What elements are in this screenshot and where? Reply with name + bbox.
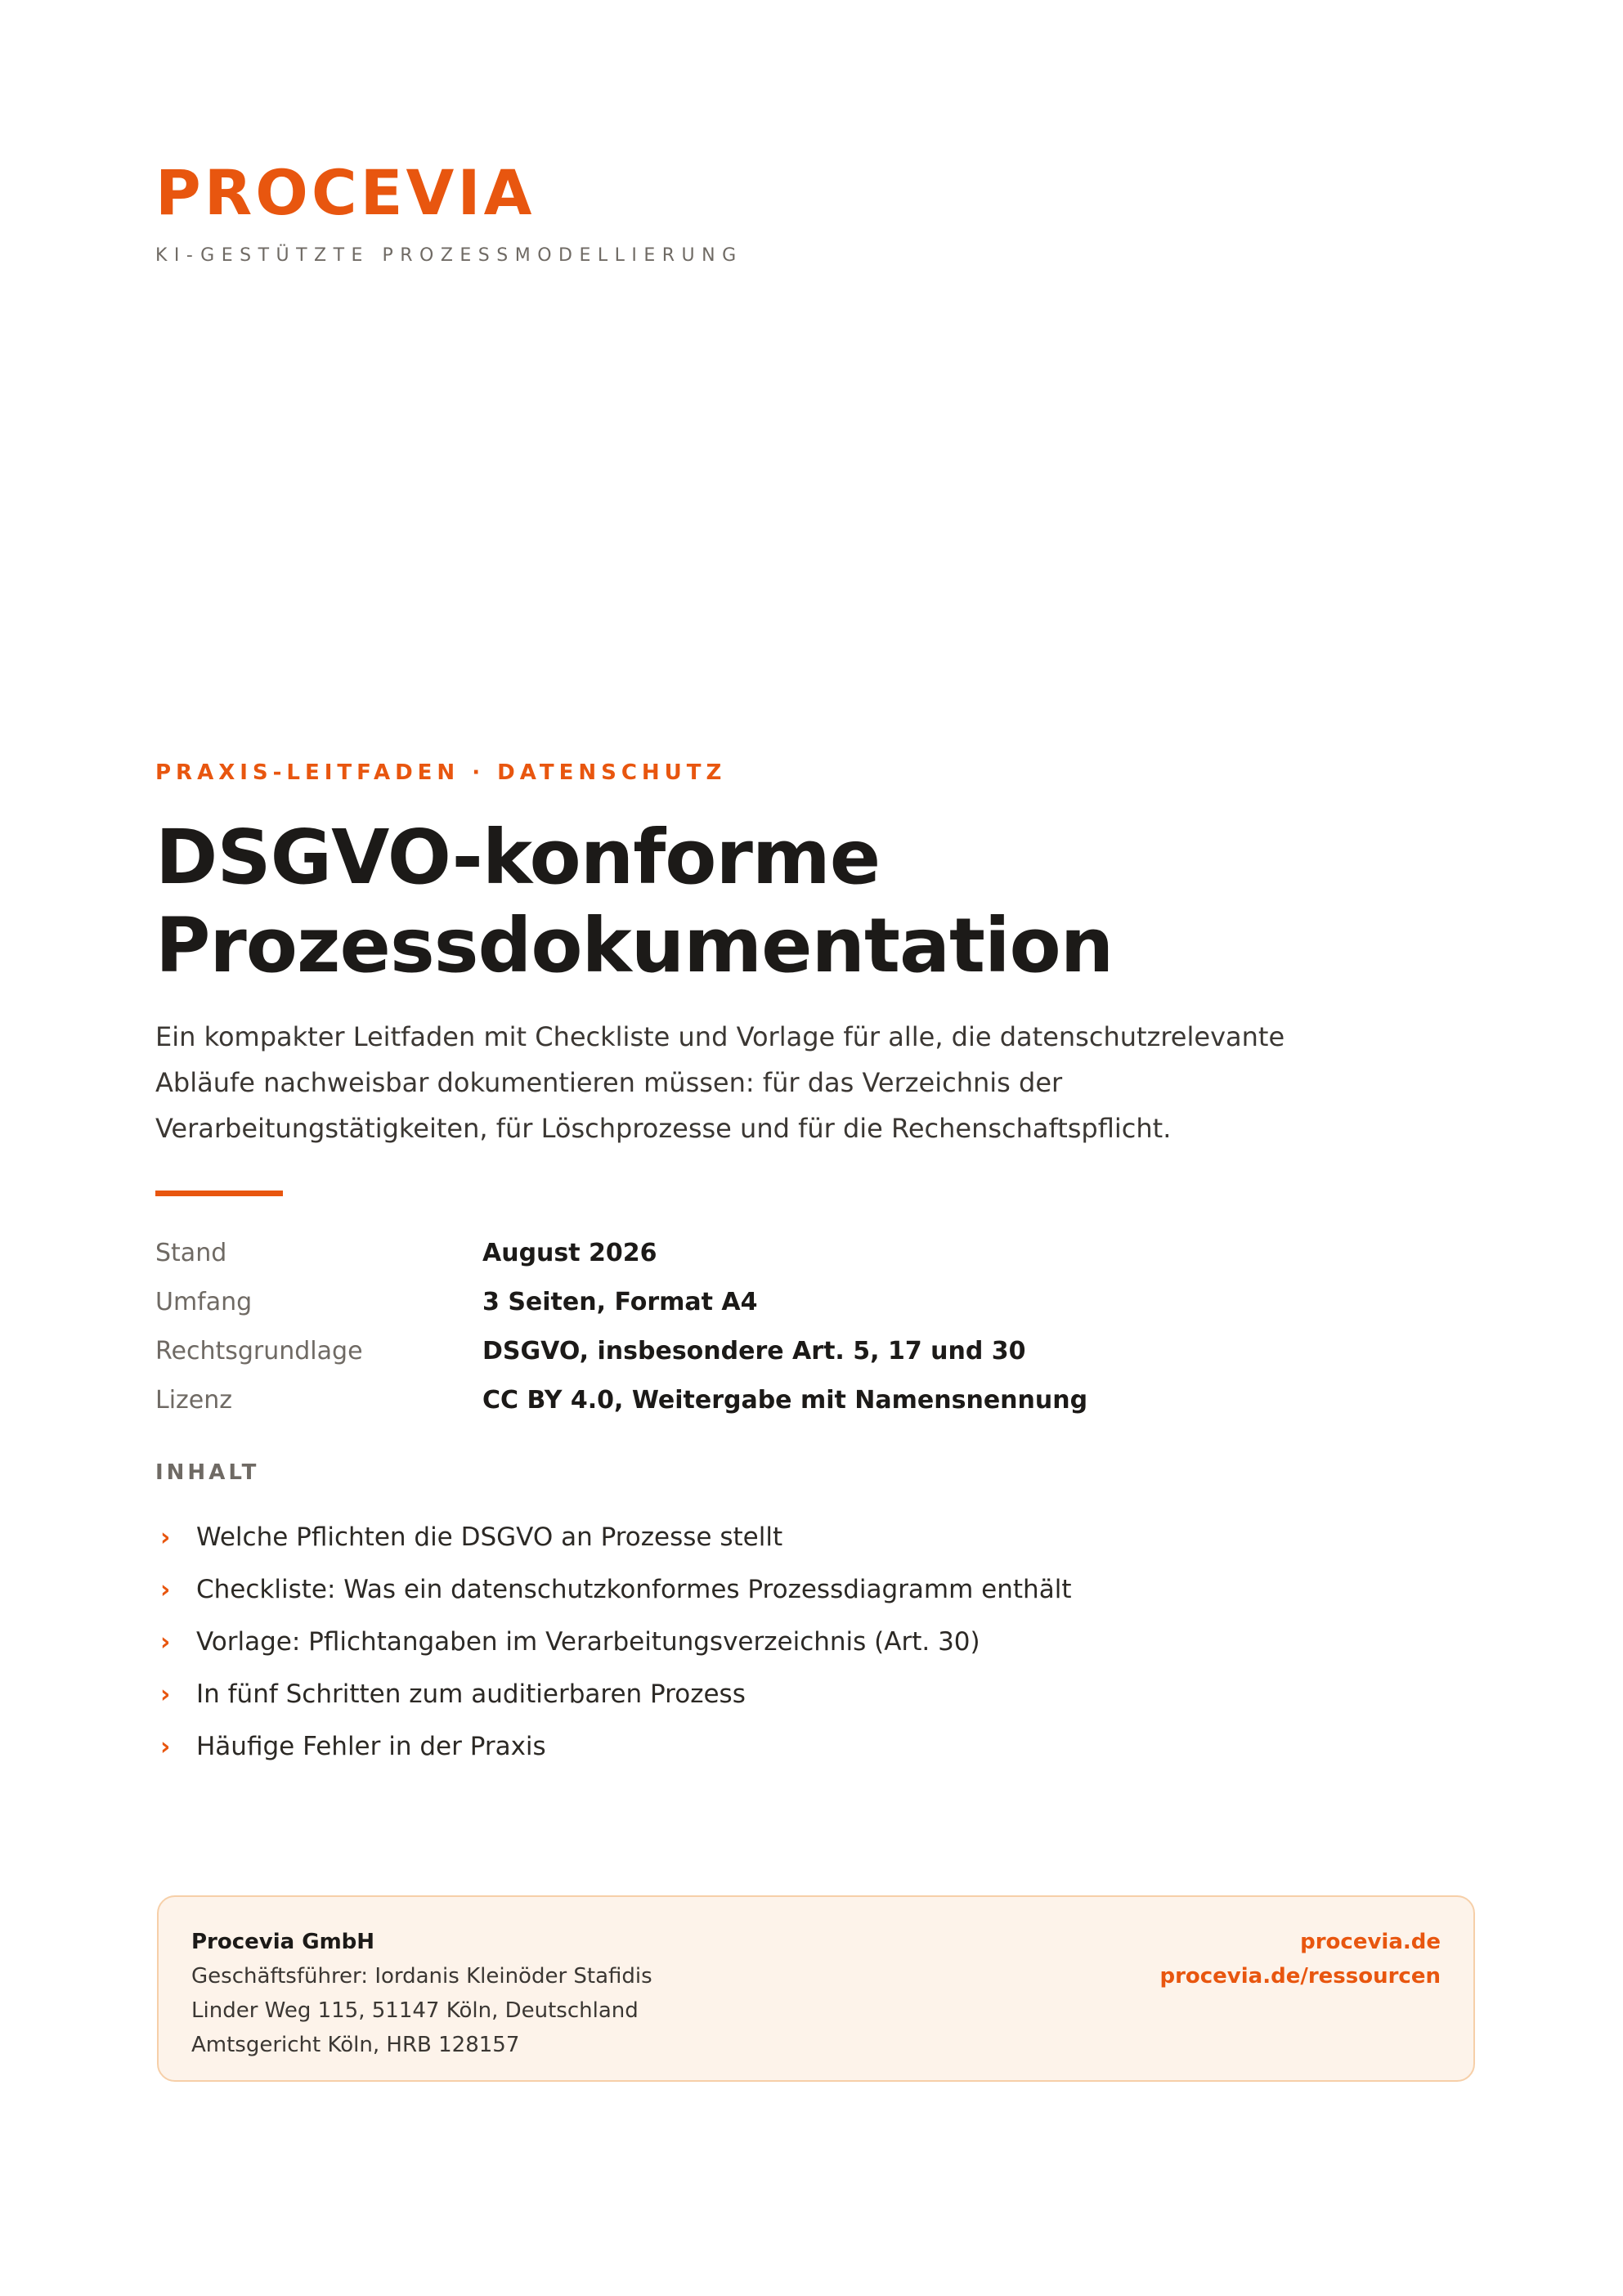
chevron-right-icon: › — [160, 1627, 171, 1657]
eyebrow-label: PRAXIS-LEITFADEN · DATENSCHUTZ — [155, 760, 727, 785]
chevron-right-icon: › — [160, 1522, 171, 1552]
toc-item-label: Welche Pflichten die DSGVO an Prozesse stellt — [196, 1522, 783, 1552]
company-line: Linder Weg 115, 51147 Köln, Deutschland — [191, 1998, 639, 2023]
meta-key: Umfang — [155, 1287, 253, 1316]
page-title — [155, 814, 1464, 990]
meta-row-lizenz — [155, 1375, 1300, 1424]
meta-row-rechtsgrundlage — [155, 1326, 1300, 1375]
company-footer-box — [157, 1895, 1475, 2082]
meta-value: DSGVO, insbesondere Art. 5, 17 und 30 — [482, 1336, 1026, 1365]
chevron-right-icon: › — [160, 1679, 171, 1709]
meta-key: Stand — [155, 1238, 227, 1267]
toc-item — [155, 1563, 1382, 1616]
company-line: Amtsgericht Köln, HRB 128157 — [191, 2033, 520, 2057]
toc-item-label: Vorlage: Pflichtangaben im Verarbeitungsverzeichnis (Art. 30) — [196, 1627, 980, 1657]
chevron-right-icon: › — [160, 1575, 171, 1604]
meta-value: 3 Seiten, Format A4 — [482, 1287, 758, 1316]
toc-heading: INHALT — [155, 1460, 260, 1485]
lead-paragraph: Ein kompakter Leitfaden mit Checkliste und Vorlage für alle, die datenschutzrelevante Abläufe nachweisbar dokumentieren müssen: für das Verzeichnis der Verarbeitungstätigkeiten, für Löschprozesse und für die Rechenschaftspflicht. — [155, 1021, 1285, 1144]
brand-header — [155, 156, 743, 266]
resources-link[interactable]: procevia.de/ressourcen — [1159, 1964, 1441, 1989]
brand-logo: PROCEVIA — [155, 156, 536, 229]
meta-value: CC BY 4.0, Weitergabe mit Namensnennung — [482, 1385, 1088, 1415]
toc-item-label: In fünf Schritten zum auditierbaren Prozess — [196, 1679, 746, 1709]
toc-item — [155, 1668, 1382, 1720]
toc-item — [155, 1511, 1382, 1563]
meta-key: Rechtsgrundlage — [155, 1336, 363, 1365]
accent-divider — [155, 1191, 283, 1196]
toc-item — [155, 1616, 1382, 1668]
meta-value: August 2026 — [482, 1238, 657, 1267]
brand-tagline: KI-GESTÜTZTE PROZESSMODELLIERUNG — [155, 245, 743, 266]
meta-row-umfang — [155, 1277, 1300, 1326]
toc-item — [155, 1720, 1382, 1773]
company-name: Procevia GmbH — [191, 1930, 375, 1954]
toc-item-label: Checkliste: Was ein datenschutzkonformes Prozessdiagramm enthält — [196, 1575, 1072, 1604]
title-line-2: Prozessdokumentation — [155, 902, 1114, 989]
title-line-1: DSGVO-konforme — [155, 814, 881, 901]
company-line: Geschäftsführer: Iordanis Kleinöder Stafidis — [191, 1964, 652, 1989]
meta-table — [155, 1228, 1300, 1424]
toc-item-label: Häufige Fehler in der Praxis — [196, 1732, 546, 1761]
chevron-right-icon: › — [160, 1732, 171, 1761]
toc-list — [155, 1511, 1382, 1773]
meta-key: Lizenz — [155, 1385, 233, 1415]
meta-row-stand — [155, 1228, 1300, 1277]
company-details — [191, 1925, 652, 2062]
footer-links — [1159, 1925, 1441, 1993]
website-link[interactable]: procevia.de — [1300, 1930, 1441, 1954]
